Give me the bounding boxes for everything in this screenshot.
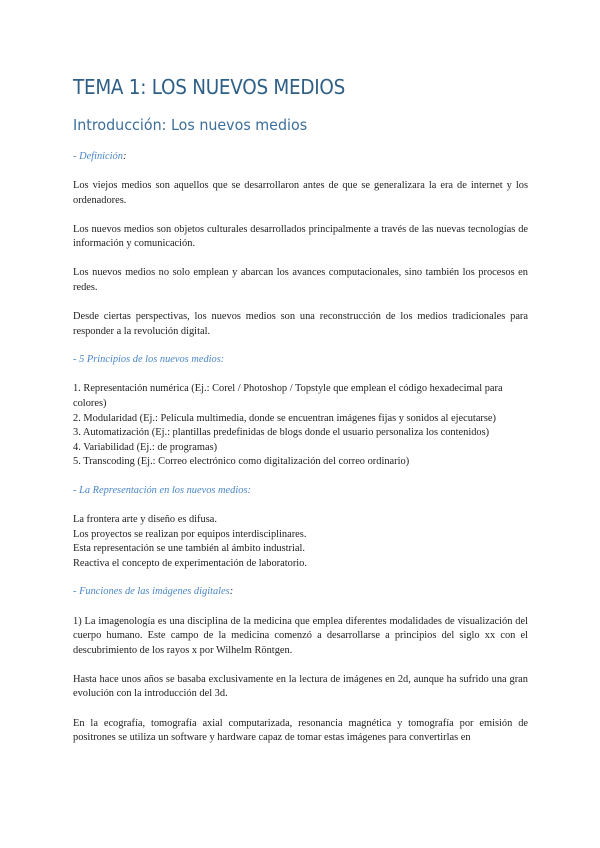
- representation-list: [73, 513, 528, 571]
- document-title: TEMA 1: LOS NUEVOS MEDIOS: [73, 75, 346, 99]
- list-item: Los proyectos se realizan por equipos interdisciplinares.: [73, 528, 307, 540]
- list-item: La frontera arte y diseño es difusa.: [73, 514, 217, 526]
- list-item: 4. Variabilidad (Ej.: de programas): [73, 441, 218, 453]
- list-item: Esta representación se une también al ámbito industrial.: [73, 543, 305, 555]
- principles-list: [73, 382, 528, 470]
- subheading-principios: - 5 Principios de los nuevos medios:: [73, 354, 225, 366]
- list-item: Reactiva el concepto de experimentación de laboratorio.: [73, 557, 307, 569]
- list-item: 5. Transcoding (Ej.: Correo electrónico como digitalización del correo ordinario): [73, 456, 410, 468]
- paragraph: Hasta hace unos años se basaba exclusivamente en la lectura de imágenes en 2d, aunque ha sufrido una gran evolución con la introducción del 3d.: [73, 673, 528, 700]
- list-item: 1. Representación numérica (Ej.: Corel / Photoshop / Topstyle que emplean el código hexadecimal para colores): [73, 383, 503, 410]
- paragraph: Los nuevos medios son objetos culturales desarrollados principalmente a través de las nuevas tecnologías de información y comunicación.: [73, 223, 528, 250]
- list-item: 2. Modularidad (Ej.: Película multimedia, donde se encuentran imágenes fijas y sonidos al ejecutarse): [73, 412, 497, 424]
- paragraph: En la ecografía, tomografía axial computarizada, resonancia magnética y tomografía por emisión de positrones se utiliza un software y hardware capaz de tomar estas imágenes para convertirlas en: [73, 717, 528, 744]
- paragraph: Desde ciertas perspectivas, los nuevos medios son una reconstrucción de los medios tradicionales para responder a la revolución digital.: [73, 311, 528, 337]
- paragraph: Los viejos medios son aquellos que se desarrollaron antes de que se generalizara la era de internet y los ordenadores.: [73, 180, 528, 206]
- subheading-representacion: - La Representación en los nuevos medios:: [73, 485, 251, 496]
- paragraph: 1) La imagenología es una disciplina de la medicina que emplea diferentes modalidades de visualización del cuerpo humano. Este campo de la medicina comenzó a desarrollarse a principios del siglo xx con el descubrimiento de los rayos x por Wilhelm Röntgen.: [73, 615, 528, 656]
- subheading-definicion: - Definición:: [73, 151, 127, 162]
- subheading-funciones: - Funciones de las imágenes digitales:: [73, 586, 234, 598]
- list-item: 3. Automatización (Ej.: plantillas predefinidas de blogs donde el usuario personaliza los contenidos): [73, 427, 490, 439]
- paragraph: Los nuevos medios no solo emplean y abarcan los avances computacionales, sino también los procesos en redes.: [73, 267, 528, 294]
- section-title: Introducción: Los nuevos medios: [73, 116, 308, 134]
